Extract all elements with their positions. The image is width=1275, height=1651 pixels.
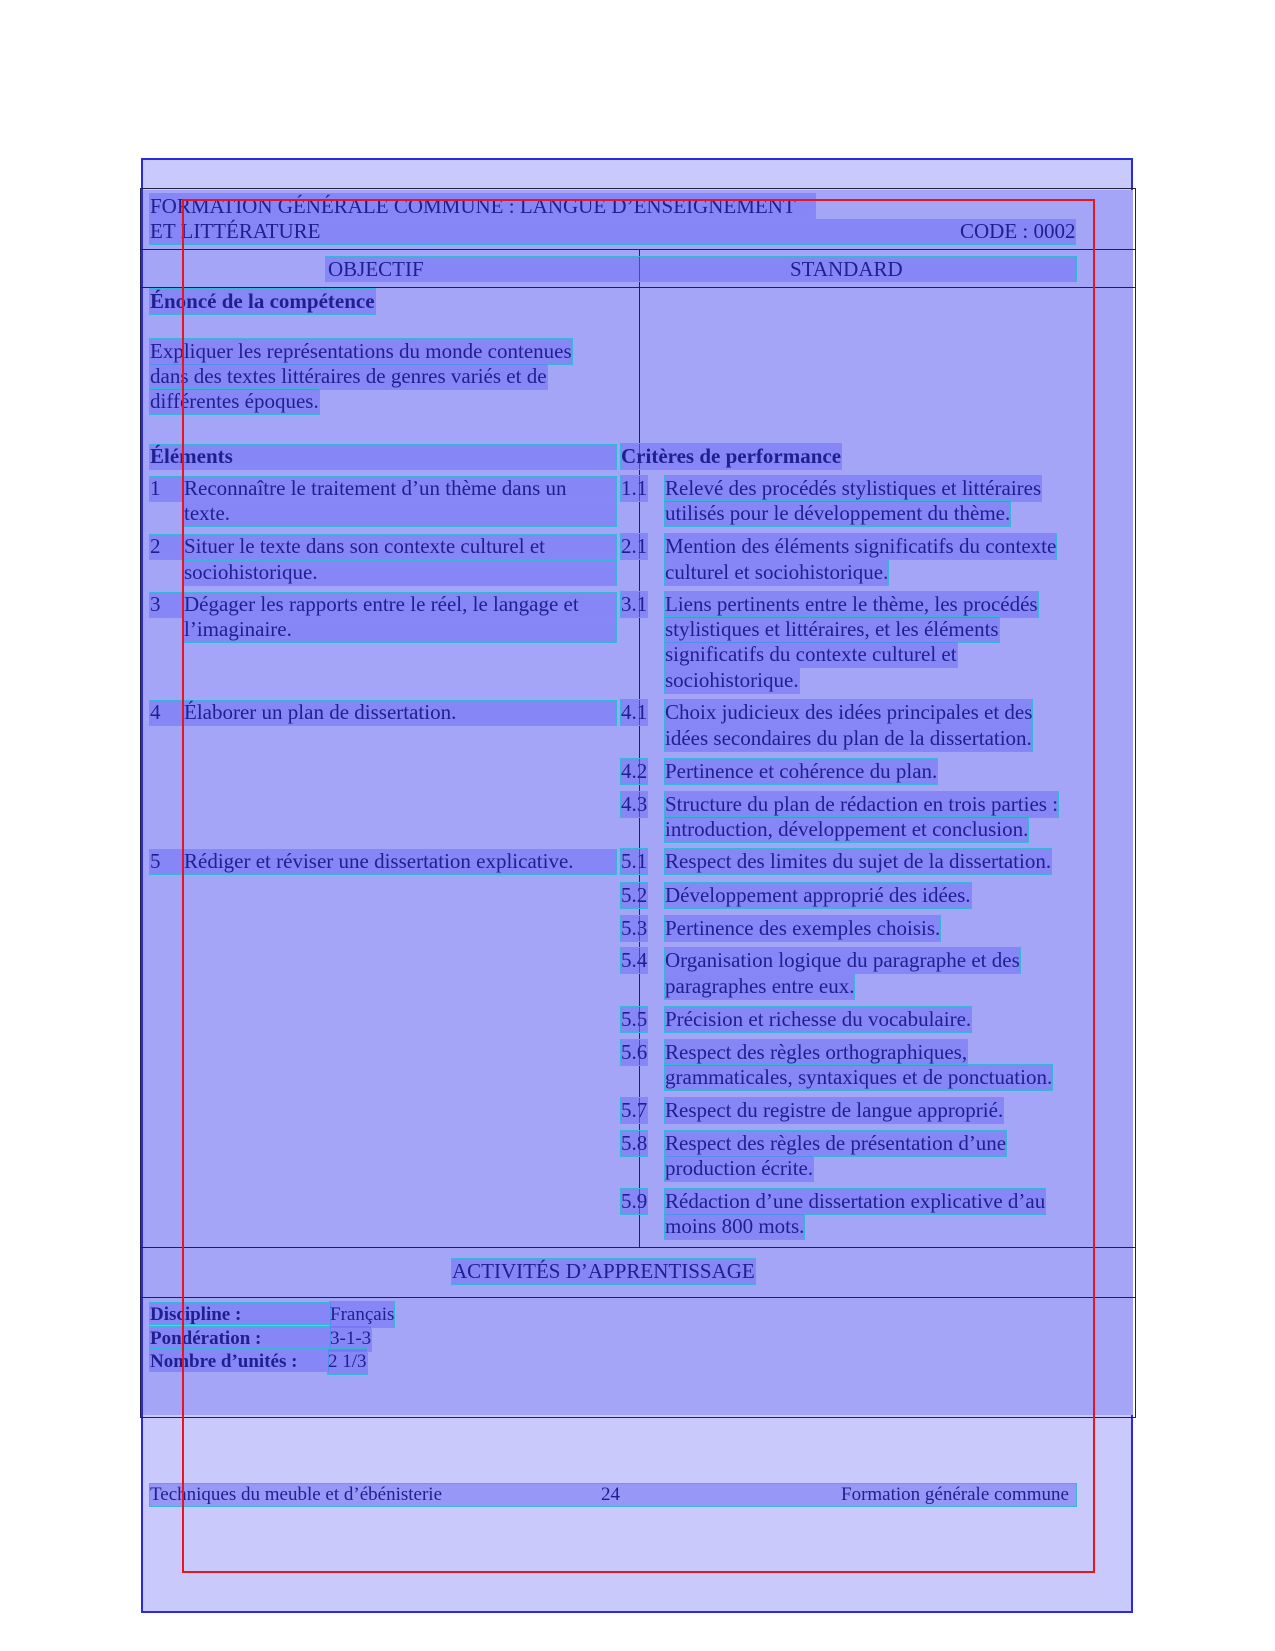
- selection-outline: [182, 199, 1095, 1573]
- element-line: Reconnaître le traitement d’un thème dans un: [184, 476, 567, 500]
- critere-line: Précision et richesse du vocabulaire.: [665, 1007, 972, 1031]
- critere-number: 3.1: [621, 592, 648, 616]
- competence-heading: Énoncé de la compétence: [150, 289, 375, 313]
- critere-line: sociohistorique.: [665, 668, 799, 692]
- critere-number: 5.1: [621, 849, 648, 873]
- critere-line: utilisés pour le développement du thème.: [665, 501, 1011, 525]
- critere-line: Pertinence et cohérence du plan.: [665, 759, 938, 783]
- critere-number: 5.9: [621, 1189, 648, 1213]
- critere-number: 4.2: [621, 759, 648, 783]
- element-line: Élaborer un plan de dissertation.: [184, 700, 457, 724]
- critere-line: Choix judicieux des idées principales et des: [665, 700, 1033, 724]
- critere-line: paragraphes entre eux.: [665, 974, 855, 998]
- critere-line: Développement approprié des idées.: [665, 883, 971, 907]
- ponderation-value: 3-1-3: [330, 1328, 372, 1349]
- element-line: l’imaginaire.: [184, 617, 292, 641]
- critere-line: Relevé des procédés stylistiques et littéraires: [665, 476, 1042, 500]
- critere-line: Structure du plan de rédaction en trois parties :: [665, 792, 1059, 816]
- element-line: Rédiger et réviser une dissertation explicative.: [184, 849, 574, 873]
- element-line: texte.: [184, 501, 231, 525]
- critere-number: 2.1: [621, 534, 648, 558]
- critere-line: Pertinence des exemples choisis.: [665, 916, 941, 940]
- elements-heading: Éléments: [150, 444, 233, 468]
- critere-line: introduction, développement et conclusion.: [665, 817, 1029, 841]
- unites-label: Nombre d’unités :: [150, 1351, 298, 1372]
- footer-right: Formation générale commune: [841, 1484, 1069, 1505]
- competence-line: différentes époques.: [150, 389, 319, 413]
- critere-line: Respect des règles orthographiques,: [665, 1040, 968, 1064]
- element-line: Dégager les rapports entre le réel, le langage et: [184, 592, 579, 616]
- critere-line: Respect du registre de langue approprié.: [665, 1098, 1004, 1122]
- critere-line: culturel et sociohistorique.: [665, 560, 889, 584]
- unites-value: 2 1/3: [328, 1351, 367, 1372]
- critere-line: significatifs du contexte culturel et: [665, 642, 957, 666]
- discipline-label: Discipline :: [150, 1304, 242, 1325]
- element-number: 5: [150, 849, 161, 873]
- column-objectif: OBJECTIF: [328, 257, 424, 281]
- discipline-value: Français: [330, 1304, 395, 1325]
- critere-line: Mention des éléments significatifs du contexte: [665, 534, 1057, 558]
- competence-line: Expliquer les représentations du monde contenues: [150, 339, 572, 363]
- critere-number: 4.1: [621, 700, 648, 724]
- element-number: 2: [150, 534, 161, 558]
- header-title-line1: FORMATION GÉNÉRALE COMMUNE : LANGUE D’ENSEIGNEMENT: [150, 194, 815, 219]
- critere-line: Rédaction d’une dissertation explicative d’au: [665, 1189, 1046, 1213]
- critere-line: Respect des limites du sujet de la dissertation.: [665, 849, 1052, 873]
- critere-number: 4.3: [621, 792, 648, 816]
- critere-number: 5.7: [621, 1098, 648, 1122]
- critere-number: 1.1: [621, 476, 648, 500]
- critere-number: 5.6: [621, 1040, 648, 1064]
- element-line: Situer le texte dans son contexte culturel et: [184, 534, 545, 558]
- column-standard: STANDARD: [790, 257, 903, 281]
- critere-line: moins 800 mots.: [665, 1214, 805, 1238]
- element-number: 4: [150, 700, 161, 724]
- header-code: CODE : 0002: [960, 219, 1076, 243]
- critere-line: Liens pertinents entre le thème, les procédés: [665, 592, 1038, 616]
- footer-page-number: 24: [601, 1484, 620, 1505]
- critere-line: stylistiques et littéraires, et les éléments: [665, 617, 999, 641]
- critere-line: Organisation logique du paragraphe et des: [665, 948, 1020, 972]
- critere-number: 5.2: [621, 883, 648, 907]
- competence-line: dans des textes littéraires de genres variés et de: [150, 364, 547, 388]
- critere-number: 5.5: [621, 1007, 648, 1031]
- element-number: 1: [150, 476, 161, 500]
- header-title-line2: ET LITTÉRATURE: [150, 219, 321, 243]
- activites-heading: ACTIVITÉS D’APPRENTISSAGE: [452, 1259, 755, 1283]
- critere-line: production écrite.: [665, 1156, 814, 1180]
- element-number: 3: [150, 592, 161, 616]
- critere-number: 5.4: [621, 948, 648, 972]
- element-line: sociohistorique.: [184, 560, 318, 584]
- ponderation-label: Pondération :: [150, 1328, 262, 1349]
- critere-line: grammaticales, syntaxiques et de ponctuation.: [665, 1065, 1053, 1089]
- critere-line: Respect des règles de présentation d’une: [665, 1131, 1007, 1155]
- critere-number: 5.8: [621, 1131, 648, 1155]
- critere-number: 5.3: [621, 916, 648, 940]
- footer-left: Techniques du meuble et d’ébénisterie: [150, 1484, 443, 1505]
- criteres-heading: Critères de performance: [621, 444, 842, 468]
- critere-line: idées secondaires du plan de la dissertation.: [665, 726, 1032, 750]
